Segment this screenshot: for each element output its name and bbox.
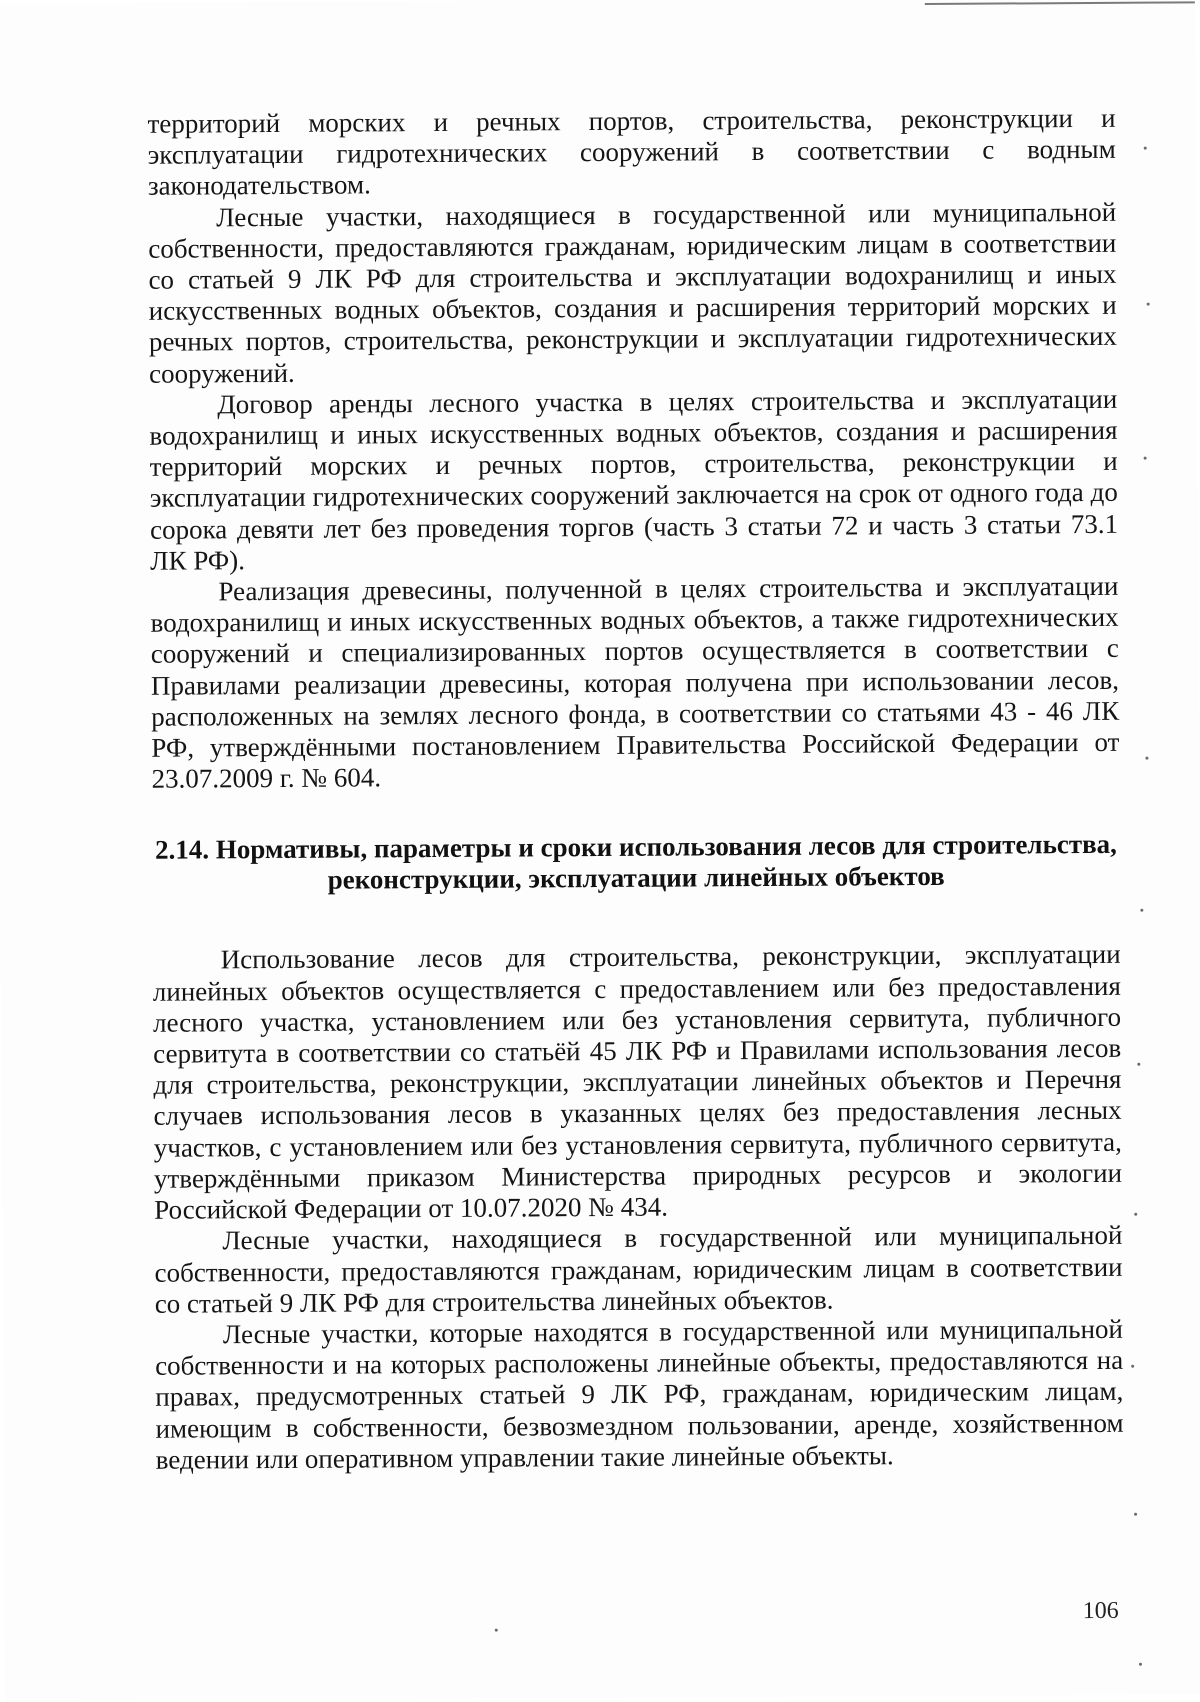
paragraph-lease-agreement: Договор аренды лесного участка в целях строительства и эксплуатации водохранилищ и иных искусственных водных объектов, создания и расширения территорий морских и речных портов, строительства, реконструкции и эксплуатации гидротехнических сооружений заключается на срок от одного года до сорока девяти лет без проведения торгов (часть 3 статьи 72 и часть 3 статьи 73.1 ЛК РФ). [149,383,1119,576]
scan-speck [1137,1063,1140,1066]
paragraph-timber-sale: Реализация древесины, полученной в целях строительства и эксплуатации водохранилищ и иных искусственных водных объектов, а также гидротехнических сооружений и специализированных портов осуществляется в соответствии с Правилами реализации древесины, которая получена при использовании лесов, расположенных на землях лесного фонда, в соответствии со статьями 43 - 46 ЛК РФ, утверждёнными постановлением Правительства Российской Федерации от 23.07.2009 г. № 604. [150,570,1120,795]
paragraph-linear-objects-rights: Лесные участки, которые находятся в государственной или муниципальной собственности и на которых расположены линейные объекты, предоставляются на правах, предусмотренных статьей 9 ЛК РФ, гражданам, юридическим лицам, имеющим в собственности, безвозмездном пользовании, аренде, хозяйственном ведении или оперативном управлении такие линейные объекты. [155,1313,1124,1475]
document-body [147,103,1123,1476]
scan-speck [1145,757,1148,760]
page-number: 106 [1082,1597,1119,1625]
scan-speck [1134,1513,1137,1516]
scan-speck [495,1629,498,1632]
scan-speck [1144,457,1147,460]
paragraph-linear-objects-provision: Лесные участки, находящиеся в государственной или муниципальной собственности, предоставляются гражданам, юридическим лицам в соответствии со статьей 9 ЛК РФ для строительства линейных объектов. [154,1220,1123,1319]
scan-speck [1140,909,1143,912]
paragraph-continuation: территорий морских и речных портов, строительства, реконструкции и эксплуатации гидротехнических сооружений в соответствии с водным законодательством. [147,102,1116,202]
scan-speck [1131,1365,1134,1368]
section-heading: 2.14. Нормативы, параметры и сроки использования лесов для строительства, реконструкции, эксплуатации линейных объектов [155,829,1117,896]
scan-speck [1139,1663,1142,1666]
paragraph-forest-plots-provision: Лесные участки, находящиеся в государственной или муниципальной собственности, предоставляются гражданам, юридическим лицам в соответствии со статьей 9 ЛК РФ для строительства и эксплуатации водохранилищ и иных искусственных водных объектов, создания и расширения территорий морских и речных портов, строительства, реконструкции и эксплуатации гидротехнических сооружений. [148,196,1117,389]
scan-speck [1134,1213,1137,1216]
scan-speck [1144,147,1147,150]
paragraph-linear-objects-use: Использование лесов для строительства, реконструкции, эксплуатации линейных объектов осуществляется с предоставлением или без предоставления лесного участка, установлением или без установления сервитута, публичного сервитута в соответствии со статьёй 45 ЛК РФ и Правилами использования лесов для строительства, реконструкции, эксплуатации линейных объектов и Перечня случаев использования лесов в указанных целях без предоставления лесных участков, с установлением или без установления сервитута, публичного сервитута, утверждёнными приказом Министерства природных ресурсов и экологии Российской Федерации от 10.07.2020 № 434. [152,939,1123,1225]
scan-speck [1147,303,1150,306]
scan-edge-line [925,1,1195,5]
